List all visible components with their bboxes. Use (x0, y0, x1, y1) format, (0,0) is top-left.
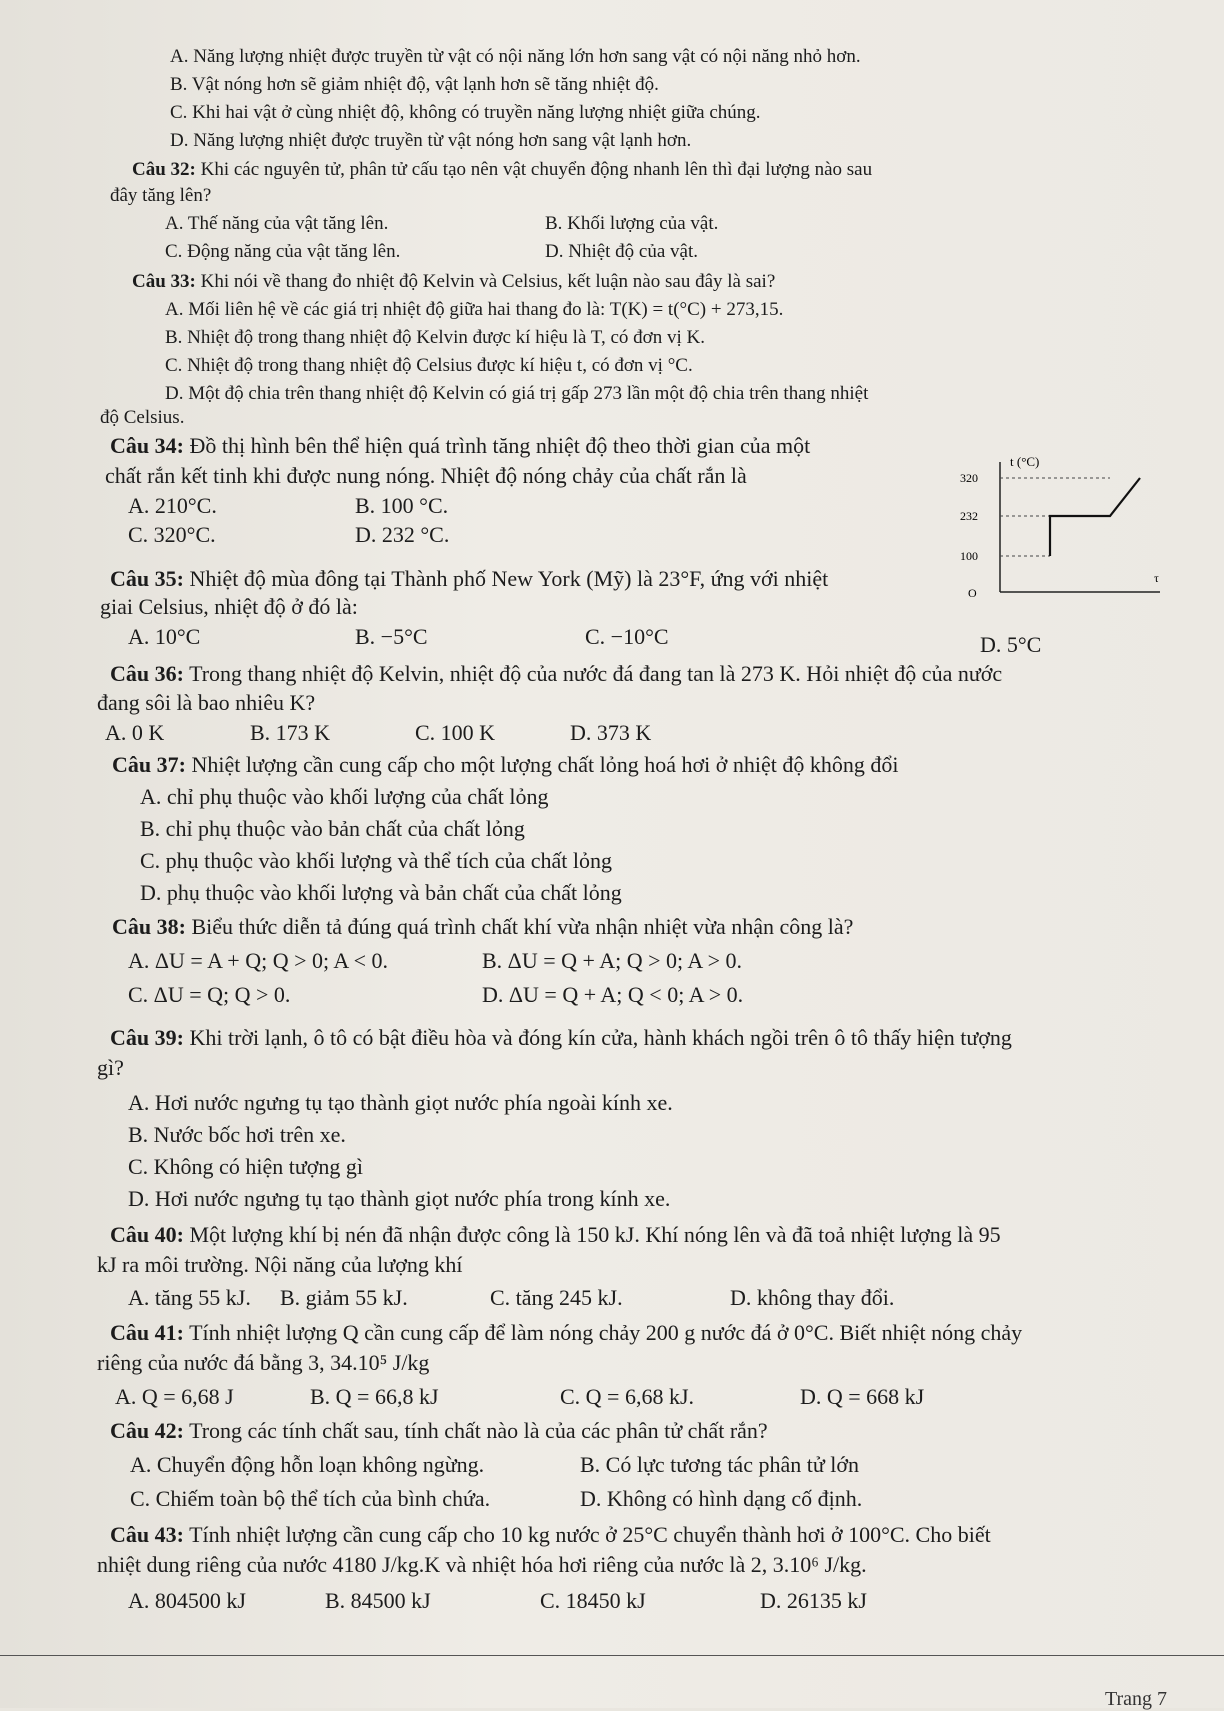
q40-stem-text: Một lượng khí bị nén đã nhận được công là 150 kJ. Khí nóng lên và đã toả nhiệt lượng là 95 (189, 1222, 1001, 1247)
q33-stem-text: Khi nói về thang đo nhiệt độ Kelvin và Celsius, kết luận nào sau đây là sai? (200, 271, 776, 292)
q38-option-a: A. ΔU = A + Q; Q > 0; A < 0. (128, 948, 388, 973)
q39-number: Câu 39: (110, 1025, 184, 1050)
q35-option-b: B. −5°C (355, 624, 428, 649)
graph-tick-320: 320 (960, 471, 978, 485)
q32-option-c: C. Động năng của vật tăng lên. (165, 241, 401, 262)
graph-x-label: τ (1154, 571, 1159, 585)
page-number: Trang 7 (1105, 1688, 1168, 1710)
q37-option-c: C. phụ thuộc vào khối lượng và thể tích của chất lỏng (140, 848, 613, 873)
q36-number: Câu 36: (110, 661, 184, 686)
q40-number: Câu 40: (110, 1222, 184, 1247)
q34-number: Câu 34: (110, 433, 184, 458)
q42-stem (110, 1418, 768, 1444)
q41-option-a: A. Q = 6,68 J (115, 1384, 234, 1409)
q35-stem-line2: giai Celsius, nhiệt độ ở đó là: (100, 594, 358, 619)
q37-number: Câu 37: (112, 752, 186, 777)
q31-option-c: C. Khi hai vật ở cùng nhiệt độ, không có truyền năng lượng nhiệt giữa chúng. (170, 102, 761, 123)
q32-option-b: B. Khối lượng của vật. (545, 213, 719, 234)
q32-option-a: A. Thế năng của vật tăng lên. (165, 213, 389, 234)
q36-option-c: C. 100 K (415, 720, 496, 745)
q34-option-a: A. 210°C. (128, 493, 217, 518)
q31-option-b: B. Vật nóng hơn sẽ giảm nhiệt độ, vật lạnh hơn sẽ tăng nhiệt độ. (170, 74, 659, 95)
q32-number: Câu 32: (132, 159, 196, 180)
q34-stem-text: Đồ thị hình bên thể hiện quá trình tăng nhiệt độ theo thời gian của một (189, 433, 811, 458)
q35-stem-text: Nhiệt độ mùa đông tại Thành phố New York (Mỹ) là 23°F, ứng với nhiệt (189, 566, 829, 591)
q39-option-a: A. Hơi nước ngưng tụ tạo thành giọt nước phía ngoài kính xe. (128, 1090, 673, 1115)
q42-option-c: C. Chiếm toàn bộ thể tích của bình chứa. (130, 1486, 491, 1511)
q41-stem-text: Tính nhiệt lượng Q cần cung cấp để làm nóng chảy 200 g nước đá ở 0°C. Biết nhiệt nóng chảy (189, 1320, 1023, 1345)
q33-option-c: C. Nhiệt độ trong thang nhiệt độ Celsius được kí hiệu t, có đơn vị °C. (165, 355, 693, 376)
q40-option-a: A. tăng 55 kJ. (128, 1285, 251, 1310)
q34-option-b: B. 100 °C. (355, 493, 449, 518)
q41-stem-line2: riêng của nước đá bằng 3, 34.10⁵ J/kg (97, 1350, 430, 1375)
q37-stem-text: Nhiệt lượng cần cung cấp cho một lượng chất lỏng hoá hơi ở nhiệt độ không đổi (191, 752, 899, 777)
q37-option-a: A. chỉ phụ thuộc vào khối lượng của chất lỏng (140, 784, 549, 809)
q34-stem-line1 (110, 433, 810, 459)
q35-option-a: A. 10°C (128, 624, 201, 649)
q40-stem-line2: kJ ra môi trường. Nội năng của lượng khí (97, 1252, 463, 1277)
q32-stem-text: Khi các nguyên tử, phân tử cấu tạo nên vật chuyển động nhanh lên thì đại lượng nào sau (200, 159, 873, 180)
q41-number: Câu 41: (110, 1320, 184, 1345)
q43-option-b: B. 84500 kJ (325, 1588, 431, 1613)
q38-option-d: D. ΔU = Q + A; Q < 0; A > 0. (482, 982, 744, 1007)
q43-number: Câu 43: (110, 1522, 184, 1547)
q40-stem-line1 (110, 1222, 1001, 1248)
q32-stem-line2: đây tăng lên? (110, 185, 212, 206)
q37-option-d: D. phụ thuộc vào khối lượng và bản chất của chất lỏng (140, 880, 622, 905)
q38-stem-text: Biểu thức diễn tả đúng quá trình chất khí vừa nhận nhiệt vừa nhận công là? (191, 914, 854, 939)
q39-stem-line2: gì? (97, 1055, 124, 1080)
q36-stem-text: Trong thang nhiệt độ Kelvin, nhiệt độ của nước đá đang tan là 273 K. Hỏi nhiệt độ của nước (189, 661, 1003, 686)
graph-tick-232: 232 (960, 509, 978, 523)
q42-option-a: A. Chuyển động hỗn loạn không ngừng. (130, 1452, 485, 1477)
q33-option-a: A. Mối liên hệ về các giá trị nhiệt độ giữa hai thang đo là: T(K) = t(°C) + 273,15. (165, 299, 784, 320)
graph-curve (1050, 478, 1140, 556)
q33-option-b: B. Nhiệt độ trong thang nhiệt độ Kelvin được kí hiệu là T, có đơn vị K. (165, 327, 705, 348)
graph-y-label: t (°C) (1010, 454, 1040, 469)
q33-number: Câu 33: (132, 271, 196, 292)
q41-stem-line1 (110, 1320, 1022, 1346)
q37-option-b: B. chỉ phụ thuộc vào bản chất của chất lỏng (140, 816, 525, 841)
q37-stem (112, 752, 898, 778)
q43-stem-text: Tính nhiệt lượng cần cung cấp cho 10 kg nước ở 25°C chuyển thành hơi ở 100°C. Cho biết (189, 1522, 991, 1547)
q43-stem-line1 (110, 1522, 991, 1548)
q34-stem-line2: chất rắn kết tinh khi được nung nóng. Nhiệt độ nóng chảy của chất rắn là (105, 463, 747, 488)
q36-stem-line2: đang sôi là bao nhiêu K? (97, 690, 316, 715)
graph-origin: O (968, 586, 977, 600)
q38-option-b: B. ΔU = Q + A; Q > 0; A > 0. (482, 948, 742, 973)
q33-stem (132, 270, 775, 294)
q32-option-d: D. Nhiệt độ của vật. (545, 241, 699, 262)
q40-option-b: B. giảm 55 kJ. (280, 1285, 408, 1310)
q33-option-d-line1: D. Một độ chia trên thang nhiệt độ Kelvin có giá trị gấp 273 lần một độ chia trên thang nhiệt (165, 383, 869, 404)
q43-option-c: C. 18450 kJ (540, 1588, 646, 1613)
q39-option-d: D. Hơi nước ngưng tụ tạo thành giọt nước phía trong kính xe. (128, 1186, 671, 1211)
q38-stem (112, 914, 853, 940)
q35-option-d: D. 5°C (980, 632, 1042, 657)
q36-option-b: B. 173 K (250, 720, 331, 745)
q41-option-d: D. Q = 668 kJ (800, 1384, 925, 1409)
q42-stem-text: Trong các tính chất sau, tính chất nào là của các phân tử chất rắn? (189, 1418, 768, 1443)
q36-stem-line1 (110, 661, 1002, 687)
q38-option-c: C. ΔU = Q; Q > 0. (128, 982, 291, 1007)
q42-option-b: B. Có lực tương tác phân tử lớn (580, 1452, 860, 1477)
q34-option-c: C. 320°C. (128, 522, 216, 547)
q42-number: Câu 42: (110, 1418, 184, 1443)
q31-option-a: A. Năng lượng nhiệt được truyền từ vật có nội năng lớn hơn sang vật có nội năng nhỏ hơn. (170, 46, 861, 67)
q32-stem-line1 (132, 158, 872, 182)
q42-option-d: D. Không có hình dạng cố định. (580, 1486, 863, 1511)
q39-option-b: B. Nước bốc hơi trên xe. (128, 1122, 346, 1147)
q39-option-c: C. Không có hiện tượng gì (128, 1154, 363, 1179)
graph-tick-100: 100 (960, 549, 978, 563)
q41-option-c: C. Q = 6,68 kJ. (560, 1384, 695, 1409)
q35-stem-line1 (110, 566, 828, 592)
q36-option-d: D. 373 K (570, 720, 652, 745)
q43-stem-line2: nhiệt dung riêng của nước 4180 J/kg.K và nhiệt hóa hơi riêng của nước là 2, 3.10⁶ J/kg. (97, 1552, 867, 1577)
q34-option-d: D. 232 °C. (355, 522, 450, 547)
q40-option-d: D. không thay đổi. (730, 1285, 895, 1310)
footer-divider (0, 1655, 1224, 1656)
q38-number: Câu 38: (112, 914, 186, 939)
q40-option-c: C. tăng 245 kJ. (490, 1285, 623, 1310)
q31-option-d: D. Năng lượng nhiệt được truyền từ vật nóng hơn sang vật lạnh hơn. (170, 130, 692, 151)
q43-option-a: A. 804500 kJ (128, 1588, 246, 1613)
q36-option-a: A. 0 K (105, 720, 165, 745)
q43-option-d: D. 26135 kJ (760, 1588, 867, 1613)
q39-stem-text: Khi trời lạnh, ô tô có bật điều hòa và đóng kín cửa, hành khách ngồi trên ô tô thấy hiện tượng (189, 1025, 1012, 1050)
q35-option-c: C. −10°C (585, 624, 669, 649)
q39-stem-line1 (110, 1025, 1012, 1051)
q35-number: Câu 35: (110, 566, 184, 591)
q33-option-d-line2: độ Celsius. (100, 407, 185, 428)
temperature-time-graph (950, 452, 1170, 600)
q41-option-b: B. Q = 66,8 kJ (310, 1384, 439, 1409)
